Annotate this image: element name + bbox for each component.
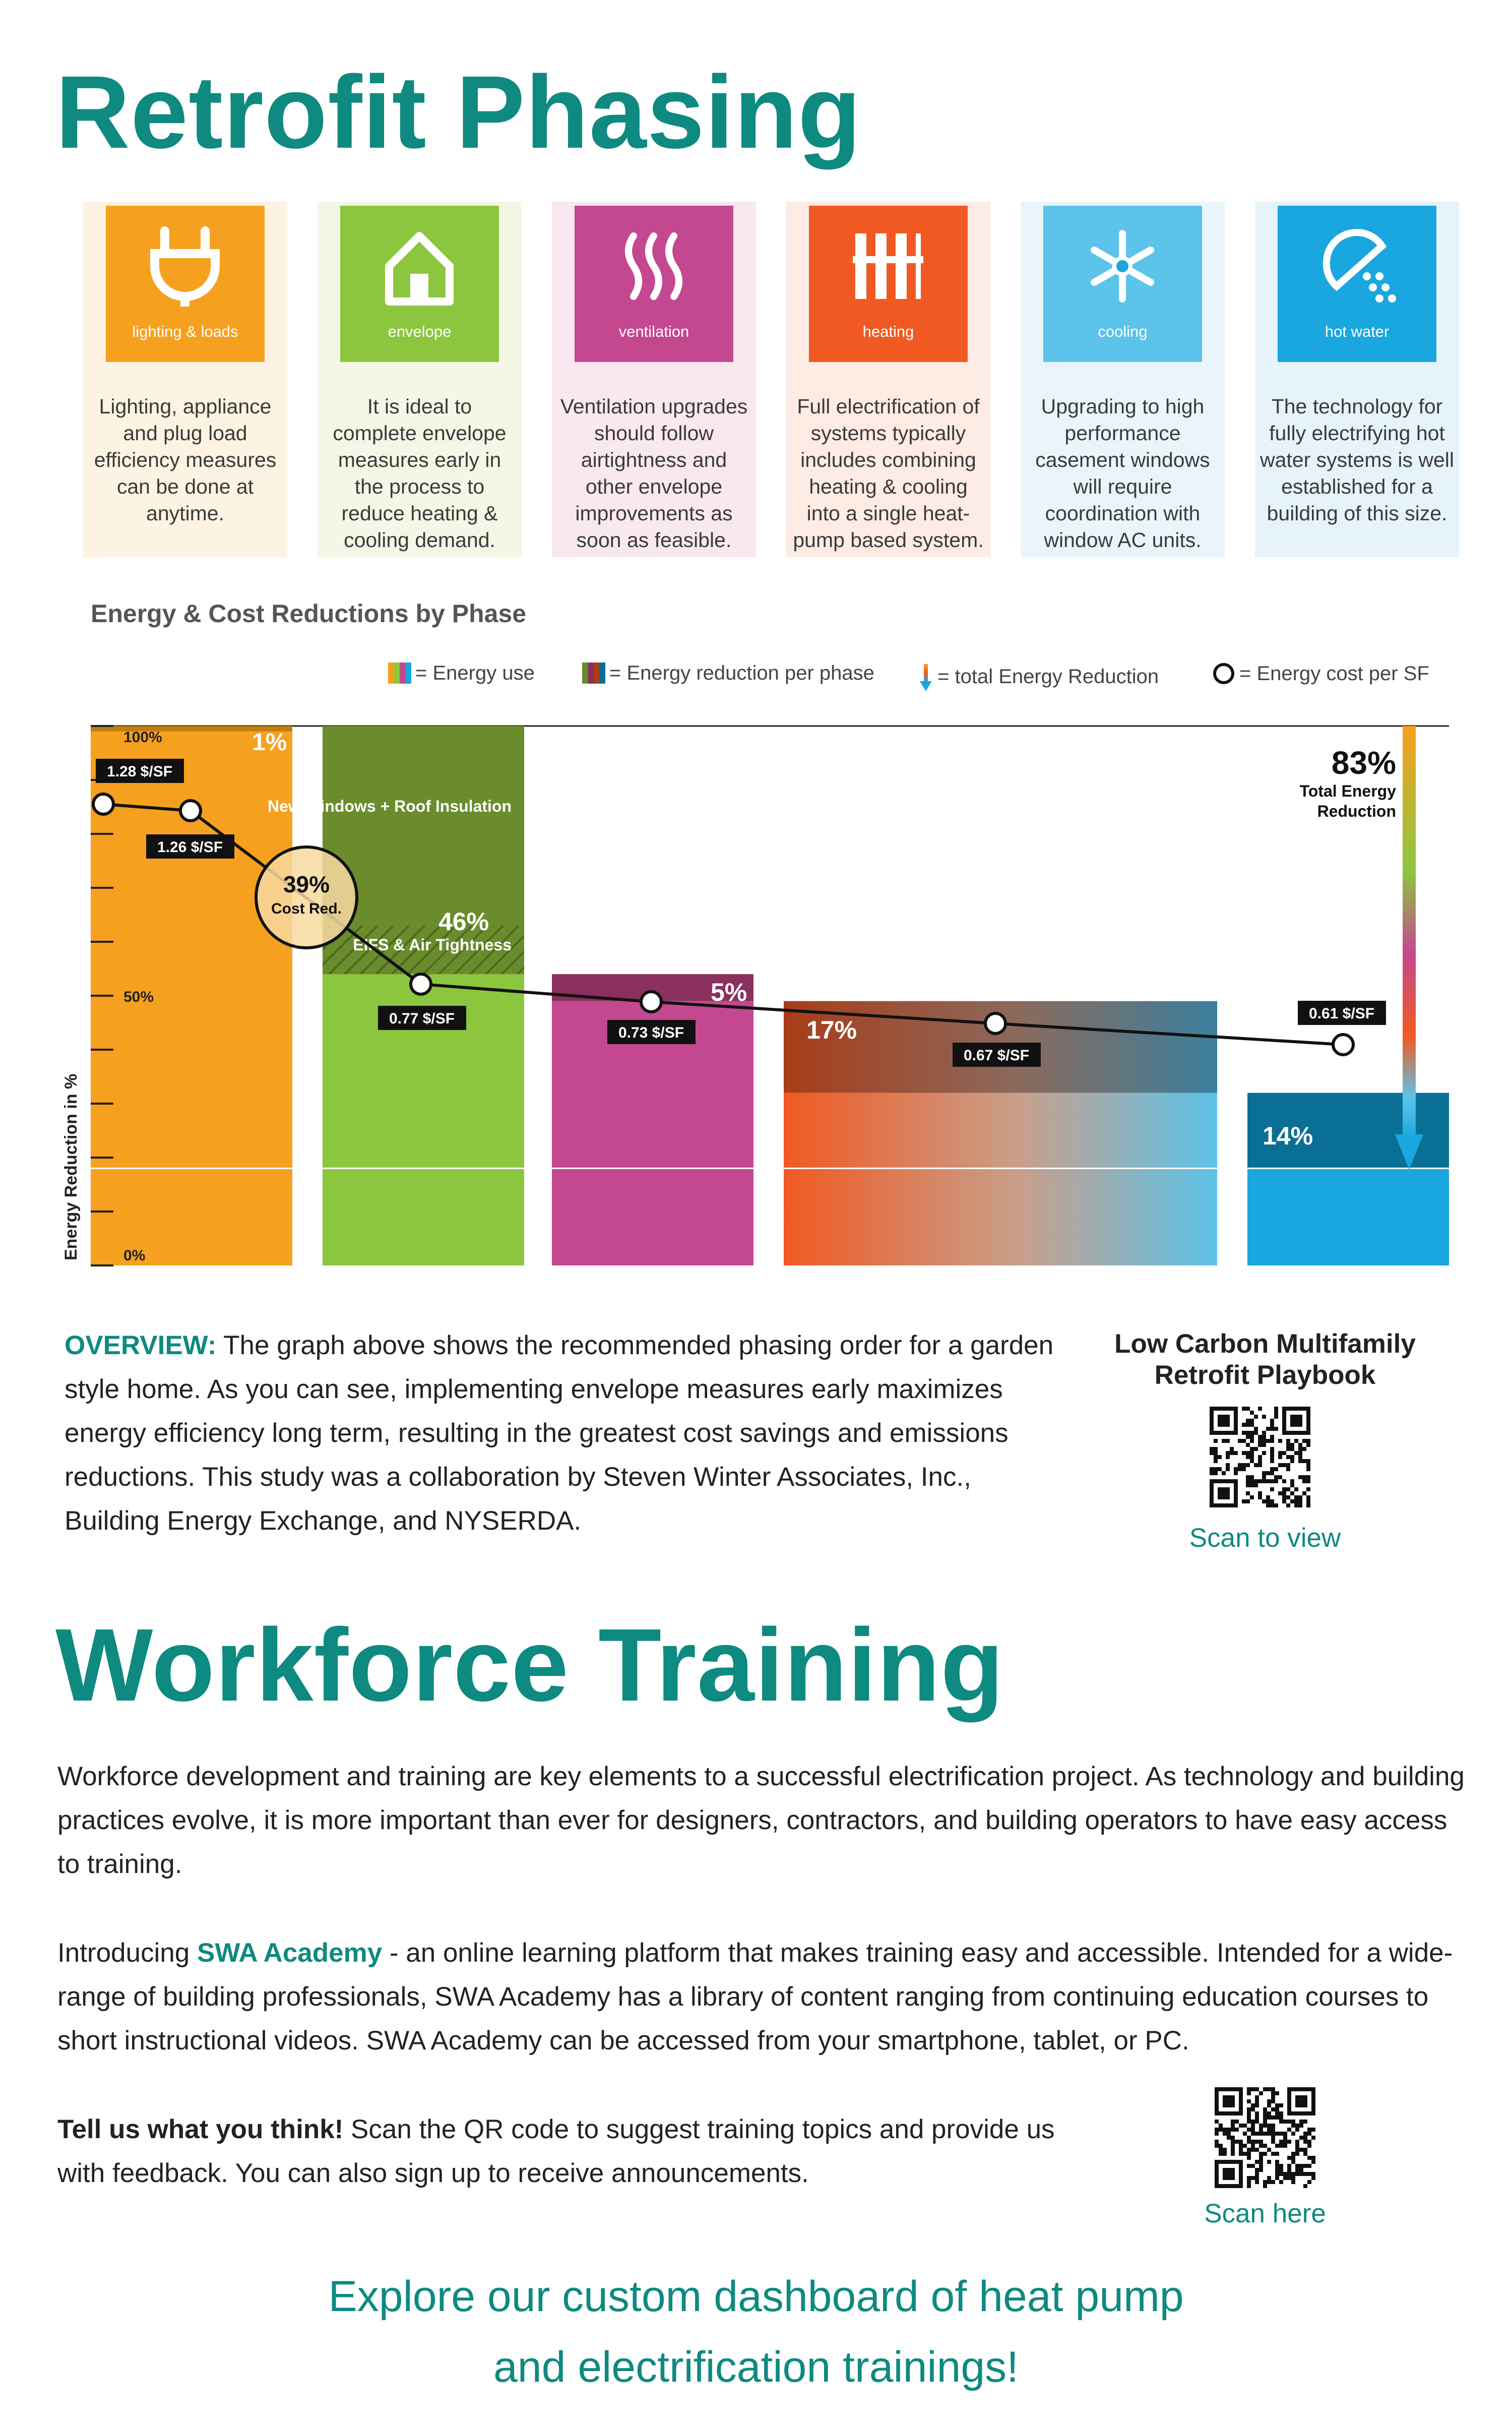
playbook-title: Low Carbon Multifamily Retrofit Playbook xyxy=(1114,1329,1416,1390)
energy-use-bar xyxy=(1247,1168,1449,1265)
cost-point xyxy=(180,801,201,821)
overview-text: The graph above shows the recommended phasing order for a garden style home. As you can see, implementing envelope measures early maximizes energy efficiency long term, resulting in the greatest cost savings and emissions reductions. This study was a collaboration by Steven Winter Associates, Inc., Building Energy Exchange, and NYSERDA. xyxy=(65,1330,1054,1536)
cost-reduction-circle xyxy=(256,847,357,948)
cost-label: 1.28 $/SF xyxy=(106,763,173,780)
phase-description: Ventilation upgrades should follow airtightness and other envelope improvements as soon as feasible. xyxy=(560,395,748,552)
legend-label: = Energy reduction per phase xyxy=(609,662,874,684)
feedback-text: Scan the QR code to suggest training topics and provide us with feedback. You can also sign up to receive announcements. xyxy=(57,2114,1055,2188)
feedback-bold: Tell us what you think! xyxy=(57,2114,344,2144)
qr-code-playbook[interactable] xyxy=(1210,1407,1310,1507)
reduction-label: 5% xyxy=(711,978,747,1006)
legend-label: = Energy use xyxy=(415,662,535,684)
explore-dashboard-cta[interactable] xyxy=(0,2261,1512,2402)
total-reduction-label-line2: Reduction xyxy=(1317,802,1396,820)
cost-point xyxy=(411,974,431,994)
envelope-note-eifs: EIFS & Air Tightness xyxy=(353,936,512,954)
cost-label: 0.61 $/SF xyxy=(1308,1005,1375,1022)
phase-label: cooling xyxy=(1098,323,1148,340)
p2-rest: - an online learning platform that makes training easy and accessible. Intended for a wide-range of building professionals, SWA Academy has a library of content ranging from continuing education courses to short instructional videos. SWA Academy can be accessed from your smartphone, tablet, or PC. xyxy=(57,1938,1453,2055)
y-tick-label-0: 0% xyxy=(123,1247,146,1264)
phase-description: Upgrading to high performance casement windows will require coordination with window AC units. xyxy=(1035,395,1210,552)
overview-paragraph xyxy=(65,1323,1073,1543)
y-axis-label: Energy Reduction in % xyxy=(61,1073,81,1260)
explore-line-2: and electrification trainings! xyxy=(493,2343,1019,2391)
reduction-label: 14% xyxy=(1263,1122,1313,1150)
legend-label: = total Energy Reduction xyxy=(937,666,1159,688)
reduction-label: 17% xyxy=(806,1016,857,1044)
phase-description: It is ideal to complete envelope measures early in the process to reduce heating & cooling demand. xyxy=(333,395,507,552)
total-reduction-value: 83% xyxy=(1331,745,1396,781)
cost-point xyxy=(93,794,113,814)
feedback-paragraph xyxy=(57,2107,1065,2195)
cost-label: 0.67 $/SF xyxy=(963,1047,1030,1064)
phase-description: Full electrification of systems typically includes combining heating & cooling into a single heat-pump based system. xyxy=(793,395,984,552)
phase-label: lighting & loads xyxy=(132,323,238,340)
legend-label: = Energy cost per SF xyxy=(1239,662,1429,685)
explore-line-1: Explore our custom dashboard of heat pump xyxy=(328,2272,1184,2321)
total-reduction-arrow-shaft xyxy=(1403,726,1416,1139)
p2-intro: Introducing xyxy=(57,1938,197,1968)
phase-label: hot water xyxy=(1325,323,1390,340)
reduction-label: 1% xyxy=(252,729,287,756)
chart-title: Energy & Cost Reductions by Phase xyxy=(91,599,527,628)
qr-code-feedback[interactable] xyxy=(1215,2087,1315,2188)
y-tick-label-100: 100% xyxy=(123,729,162,746)
chart-plot xyxy=(61,726,1449,1265)
workforce-intro: Workforce development and training are key elements to a successful electrification project. As technology and building practices evolve, it is more important than ever for designers, contractors, and building operators to have easy access to training. xyxy=(57,1762,1465,1879)
swa-academy-paragraph xyxy=(57,1931,1469,2063)
cost-point xyxy=(1333,1035,1353,1055)
phase-label: envelope xyxy=(388,323,452,340)
total-reduction-label-line1: Total Energy xyxy=(1299,782,1396,800)
cost-point xyxy=(641,992,661,1012)
cost-point xyxy=(985,1013,1005,1034)
section-title-workforce: Workforce Training xyxy=(55,1607,1004,1723)
cost-label: 0.77 $/SF xyxy=(389,1010,455,1027)
swa-academy-highlight: SWA Academy xyxy=(197,1938,383,1968)
cost-label: 1.26 $/SF xyxy=(157,839,223,856)
envelope-note-windows: New Windows + Roof Insulation xyxy=(267,797,512,815)
phase-description: Lighting, appliance and plug load efficiency measures can be done at anytime. xyxy=(94,395,277,525)
phase-label: heating xyxy=(862,323,914,340)
reduction-label: 46% xyxy=(438,908,489,936)
scan-to-view-link[interactable]: Scan to view xyxy=(1189,1523,1341,1553)
y-tick-label-50: 50% xyxy=(123,989,154,1005)
page-title: Retrofit Phasing xyxy=(55,54,862,170)
phase-description: The technology for fully electrifying hot water systems is well established for a building of this size. xyxy=(1260,395,1455,525)
cost-reduction-value: 39% xyxy=(283,871,330,897)
scan-here-link[interactable]: Scan here xyxy=(1204,2199,1326,2228)
energy-use-bar xyxy=(784,1093,1217,1265)
overview-label: OVERVIEW: xyxy=(65,1330,217,1360)
cost-label: 0.73 $/SF xyxy=(618,1024,684,1041)
phase-label: ventilation xyxy=(618,323,689,340)
cost-reduction-label: Cost Red. xyxy=(271,900,342,917)
